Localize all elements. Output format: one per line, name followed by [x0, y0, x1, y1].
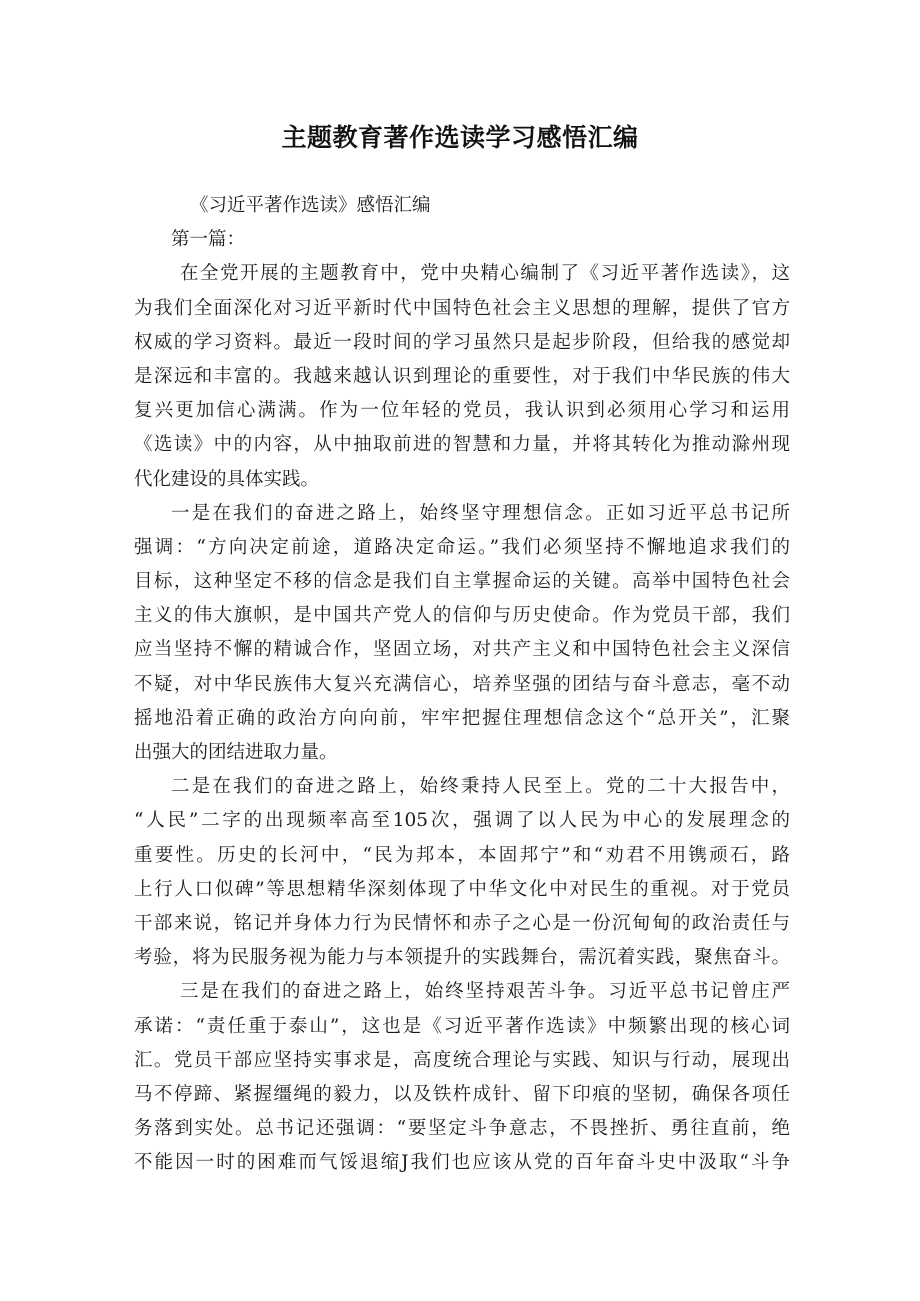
paragraph-line: 为我们全面深化对习近平新时代中国特色社会主义思想的理解，提供了官方 — [134, 297, 790, 319]
paragraph-line: 不疑，对中华民族伟大复兴充满信心，培养坚强的团结与奋斗意志，毫不动 — [134, 673, 790, 695]
paragraph-line: 目标，这种坚定不移的信念是我们自主掌握命运的关键。高举中国特色社会 — [134, 571, 790, 593]
document-body — [134, 189, 790, 1180]
paragraph-4 — [134, 975, 790, 1180]
paragraph-line: 一是在我们的奋进之路上，始终坚守理想信念。正如习近平总书记所 — [171, 502, 790, 524]
document-title: 主题教育著作选读学习感悟汇编 — [281, 123, 639, 152]
paragraph-line: 应当坚持不懈的精诚合作，坚固立场，对共产主义和中国特色社会主义深信 — [134, 639, 790, 661]
paragraph-line: 考验，将为民服务视为能力与本领提升的实践舞台，需沉着实践，聚焦奋斗。 — [134, 947, 790, 969]
paragraph-line: 《选读》中的内容，从中抽取前进的智慧和力量，并将其转化为推动滁州现 — [134, 434, 790, 456]
paragraph-line: 二是在我们的奋进之路上，始终秉持人民至上。党的二十大报告中， — [171, 776, 790, 798]
paragraph-line: 摇地沿着正确的政治方向向前，牢牢把握住理想信念这个“总开关”，汇聚 — [134, 707, 790, 729]
paragraph-line: 干部来说，铭记并身体力行为民情怀和赤子之心是一份沉甸甸的政治责任与 — [134, 912, 790, 934]
paragraph-line: 强调：“方向决定前途，道路决定命运。”我们必须坚持不懈地追求我们的 — [134, 536, 790, 558]
paragraph-line: 在全党开展的主题教育中，党中央精心编制了《习近平著作选读》，这 — [180, 263, 790, 285]
paragraph-line: “人民”二字的出现频率高至105次，强调了以人民为中心的发展理念的 — [134, 810, 790, 832]
paragraph-line: 复兴更加信心满满。作为一位年轻的党员，我认识到必须用心学习和运用 — [134, 400, 790, 422]
section-label: 第一篇： — [171, 229, 246, 251]
paragraph-line: 三是在我们的奋进之路上，始终坚持艰苦斗争。习近平总书记曾庄严 — [180, 981, 790, 1003]
paragraph-line: 承诺：“责任重于泰山”，这也是《习近平著作选读》中频繁出现的核心词 — [134, 1015, 790, 1037]
paragraph-line: 是深远和丰富的。我越来越认识到理论的重要性，对于我们中华民族的伟大 — [134, 365, 790, 387]
paragraph-line: 主义的伟大旗帜，是中国共产党人的信仰与历史使命。作为党员干部，我们 — [134, 605, 790, 627]
paragraph-line: 务落到实处。总书记还强调：“要坚定斗争意志，不畏挫折、勇往直前，绝 — [134, 1118, 790, 1140]
document-subtitle: 《习近平著作选读》感悟汇编 — [190, 195, 431, 216]
paragraph-3 — [134, 770, 790, 975]
paragraph-line: 汇。党员干部应坚持实事求是，高度统合理论与实践、知识与行动，展现出 — [134, 1049, 790, 1071]
paragraph-line: 代化建设的具体实践。 — [134, 468, 320, 490]
paragraph-1 — [134, 257, 790, 496]
paragraph-line: 出强大的团结进取力量。 — [134, 742, 338, 763]
paragraph-line: 重要性。历史的长河中，“民为邦本，本固邦宁”和“劝君不用镌顽石，路 — [134, 844, 790, 866]
paragraph-line: 权威的学习资料。最近一段时间的学习虽然只是起步阶段，但给我的感觉却 — [134, 331, 790, 353]
paragraph-line: 马不停蹄、紧握缰绳的毅力，以及铁杵成针、留下印痕的坚韧，确保各项任 — [134, 1083, 790, 1105]
paragraph-2 — [134, 497, 790, 771]
paragraph-line: 上行人口似碑”等思想精华深刻体现了中华文化中对民生的重视。对于党员 — [134, 878, 790, 900]
paragraph-line: 不能因一时的困难而气馁退缩J我们也应该从党的百年奋斗史中汲取“斗争 — [134, 1152, 790, 1174]
